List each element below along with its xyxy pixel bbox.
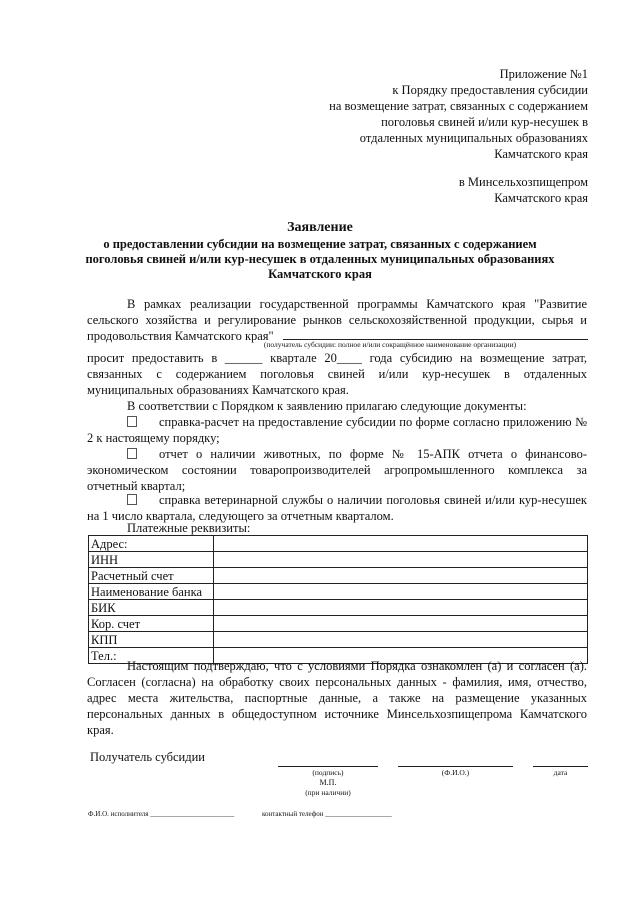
table-row — [89, 552, 588, 568]
appendix-header — [329, 66, 588, 162]
requisite-label: Кор. счет — [89, 616, 214, 632]
intro-paragraph: В рамках реализации государственной программы Камчатского края "Развитие сельского хозяйства и регулирование рынков сельскохозяйственной продукции, сырья и продовольствия Камчатского края" — [87, 297, 587, 343]
requisite-value[interactable] — [214, 536, 588, 552]
recipient-caption: (получатель субсидии: полное и/или сокращённое наименование организации) — [263, 340, 517, 349]
header-line: к Порядку предоставления субсидии — [392, 83, 588, 97]
document-subtitle — [0, 237, 640, 282]
header-line: отдаленных муниципальных образованиях — [359, 131, 588, 145]
requisite-value[interactable] — [214, 552, 588, 568]
fio-line[interactable] — [398, 766, 513, 767]
requisite-label: БИК — [89, 600, 214, 616]
requisite-label: Наименование банка — [89, 584, 214, 600]
fio-caption: (Ф.И.О.) — [441, 768, 470, 777]
payment-details-title: Платежные реквизиты: — [127, 521, 251, 535]
stamp-caption: (при наличии) — [305, 788, 351, 797]
table-row — [89, 616, 588, 632]
table-row — [89, 568, 588, 584]
checkbox-icon[interactable] — [127, 494, 137, 505]
requisites-table — [88, 535, 588, 664]
subtitle-line: Камчатского края — [268, 267, 372, 281]
doc-item-1: справка-расчет на предоставление субсидии по форме согласно приложению № 2 к настоящему порядку; — [87, 415, 587, 445]
table-row — [89, 536, 588, 552]
requisite-label: Адрес: — [89, 536, 214, 552]
requisite-label: ИНН — [89, 552, 214, 568]
requisite-label: Тел.: — [89, 648, 214, 664]
header-line: Приложение №1 — [499, 67, 588, 81]
requisite-value[interactable] — [214, 568, 588, 584]
subtitle-line: о предоставлении субсидии на возмещение затрат, связанных с содержанием — [103, 237, 537, 251]
addressee-line: Камчатского края — [494, 191, 588, 205]
confirmation-paragraph: Настоящим подтверждаю, что с условиями Порядка ознакомлен (а) и согласен (а). Согласен (согласна) на обработку своих персональных данных - фамилия, имя, отчество, адрес места жительства, паспортные данные, а также на размещение указанных персональных данных в общедоступном источнике Минсельхозпищепрома Камчатского края. — [87, 659, 587, 737]
header-line: на возмещение затрат, связанных с содержанием — [329, 99, 588, 113]
table-row — [89, 632, 588, 648]
stamp-label: М.П. — [319, 778, 337, 787]
checkbox-icon[interactable] — [127, 416, 137, 427]
requisite-label: КПП — [89, 632, 214, 648]
date-line[interactable] — [533, 766, 588, 767]
header-line: Камчатского края — [494, 147, 588, 161]
subtitle-line: поголовья свиней и/или кур-несушек в отдаленных муниципальных образованиях — [85, 252, 555, 266]
requisite-value[interactable] — [214, 584, 588, 600]
requisite-label: Расчетный счет — [89, 568, 214, 584]
doc-item-2: отчет о наличии животных, по форме № 15-АПК отчета о финансово-экономическом состоянии товаропроизводителей агропромышленного комплекса за отчетный квартал; — [87, 447, 587, 493]
addressee — [459, 174, 588, 206]
recipient-label: Получатель субсидии — [90, 750, 205, 764]
requisite-value[interactable] — [214, 632, 588, 648]
table-row — [89, 600, 588, 616]
table-row — [89, 584, 588, 600]
requisite-value[interactable] — [214, 600, 588, 616]
addressee-line: в Минсельхозпищепром — [458, 175, 588, 189]
date-caption: дата — [553, 768, 568, 777]
requisite-value[interactable] — [214, 616, 588, 632]
signature-line[interactable] — [278, 766, 378, 767]
phone-field: контактный телефон ___________________ — [262, 810, 392, 818]
header-line: поголовья свиней и/или кур-несушек в — [381, 115, 588, 129]
doc-item-3: справка ветеринарной службы о наличии поголовья свиней и/или кур-несушек на 1 число квартала, следующего за отчетным кварталом. — [87, 493, 587, 523]
attachments-intro: В соответствии с Порядком к заявлению прилагаю следующие документы: — [127, 399, 527, 413]
checkbox-icon[interactable] — [127, 448, 137, 459]
executor-field: Ф.И.О. исполнителя ________________________ — [88, 810, 235, 818]
request-paragraph: просит предоставить в ______ квартале 20____ года субсидию на возмещение затрат, связанных с содержанием поголовья свиней и/или кур-несушек в отдаленных муниципальных образованиях Камчатского края. — [87, 351, 587, 397]
signature-caption: (подпись) — [312, 768, 344, 777]
document-title: Заявление — [287, 220, 353, 235]
